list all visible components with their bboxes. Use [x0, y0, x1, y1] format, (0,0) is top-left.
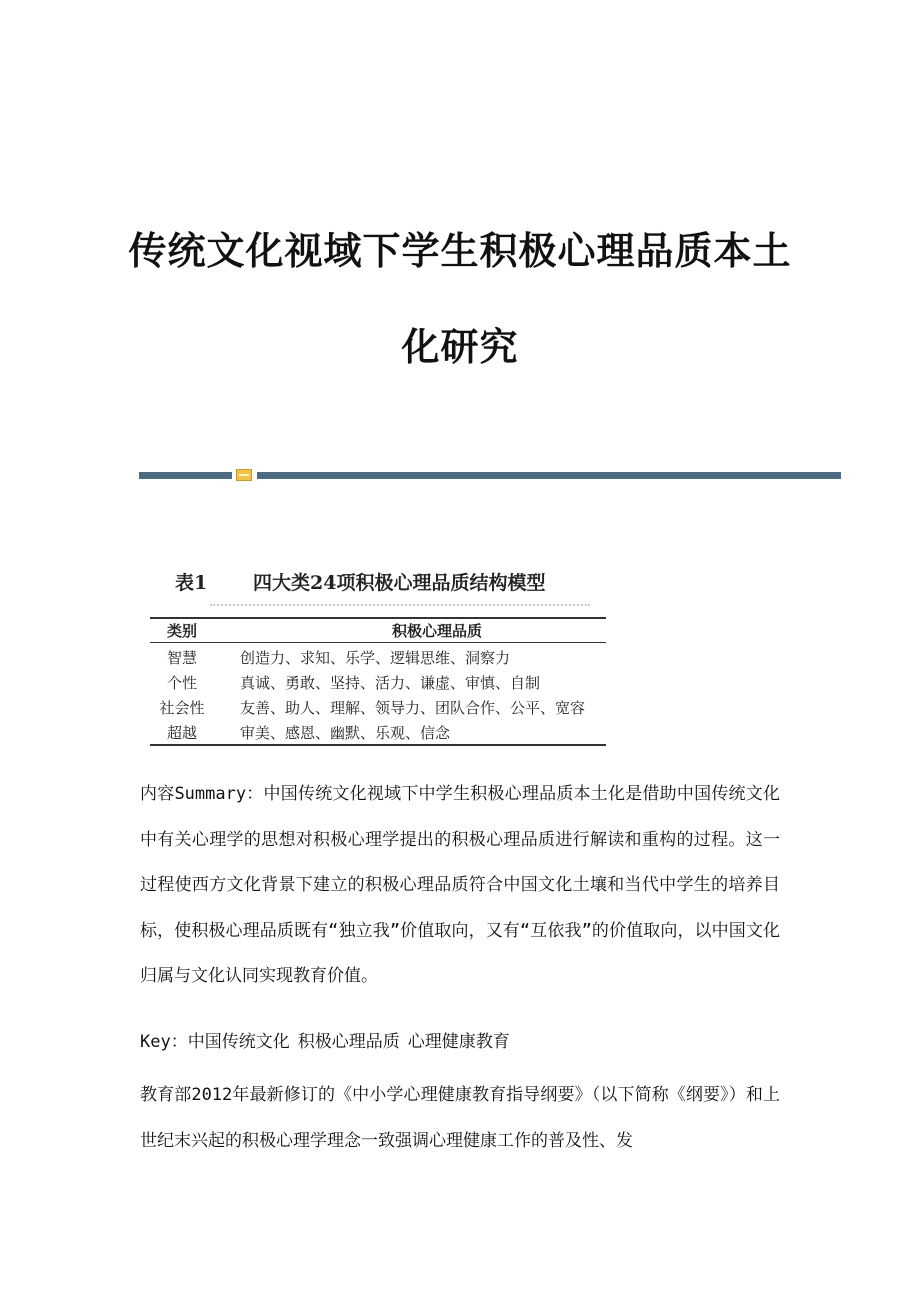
faint-subtitle-line [210, 604, 590, 609]
table-row [150, 646, 606, 670]
table-bottom-rule [150, 744, 606, 746]
table-row [150, 721, 606, 745]
body-paragraph: 教育部2012年最新修订的《中小学心理健康教育指导纲要》（以下简称《纲要》）和上世纪末兴起的积极心理学理念一致强调心理健康工作的普及性、发 [140, 1085, 780, 1151]
header-qualities: 积极心理品质 [392, 622, 483, 640]
row-qualities: 真诚、勇敢、坚持、活力、谦虚、审慎、自制 [240, 674, 541, 692]
keywords-label: Key： [140, 1032, 188, 1052]
table-row [150, 696, 606, 720]
row-category: 超越 [166, 724, 197, 742]
envelope-icon [236, 469, 252, 481]
row-category: 个性 [166, 674, 197, 692]
row-qualities: 创造力、求知、乐学、逻辑思维、洞察力 [240, 649, 511, 667]
header-category: 类别 [166, 622, 197, 640]
row-category: 智慧 [166, 649, 197, 667]
keyword: 中国传统文化 [187, 1032, 290, 1052]
divider-bar-right [257, 472, 841, 479]
table-header-row [150, 619, 606, 643]
keyword: 积极心理品质 [297, 1032, 400, 1052]
table-figure [150, 568, 606, 748]
table-caption [150, 568, 606, 595]
table-title: 四大类24项积极心理品质结构模型 [253, 572, 546, 594]
summary-paragraph: 内容Summary：中国传统文化视域下中学生积极心理品质本土化是借助中国传统文化中有关心理学的思想对积极心理学提出的积极心理品质进行解读和重构的过程。这一过程使西方文化背景下建立的积极心理品质符合中国文化土壤和当代中学生的培养目标，使积极心理品质既有“独立我”价值取向，又有“互依我”的价值取向，以中国文化归属与文化认同实现教育价值。 [140, 784, 780, 986]
row-qualities: 审美、感恩、幽默、乐观、信念 [240, 724, 451, 742]
row-category: 社会性 [159, 699, 205, 717]
keywords-line [140, 1020, 780, 1066]
divider-bar-left [139, 472, 232, 479]
table-row [150, 671, 606, 695]
keyword: 心理健康教育 [407, 1032, 510, 1052]
table-mid-rule [150, 642, 606, 643]
paper-title-line-1: 传统文化视域下学生积极心理品质本土 [128, 229, 792, 273]
row-qualities: 友善、助人、理解、领导力、团队合作、公平、宽容 [240, 699, 586, 717]
table-number: 表1 [175, 572, 208, 594]
paper-title-line-2: 化研究 [401, 325, 519, 369]
